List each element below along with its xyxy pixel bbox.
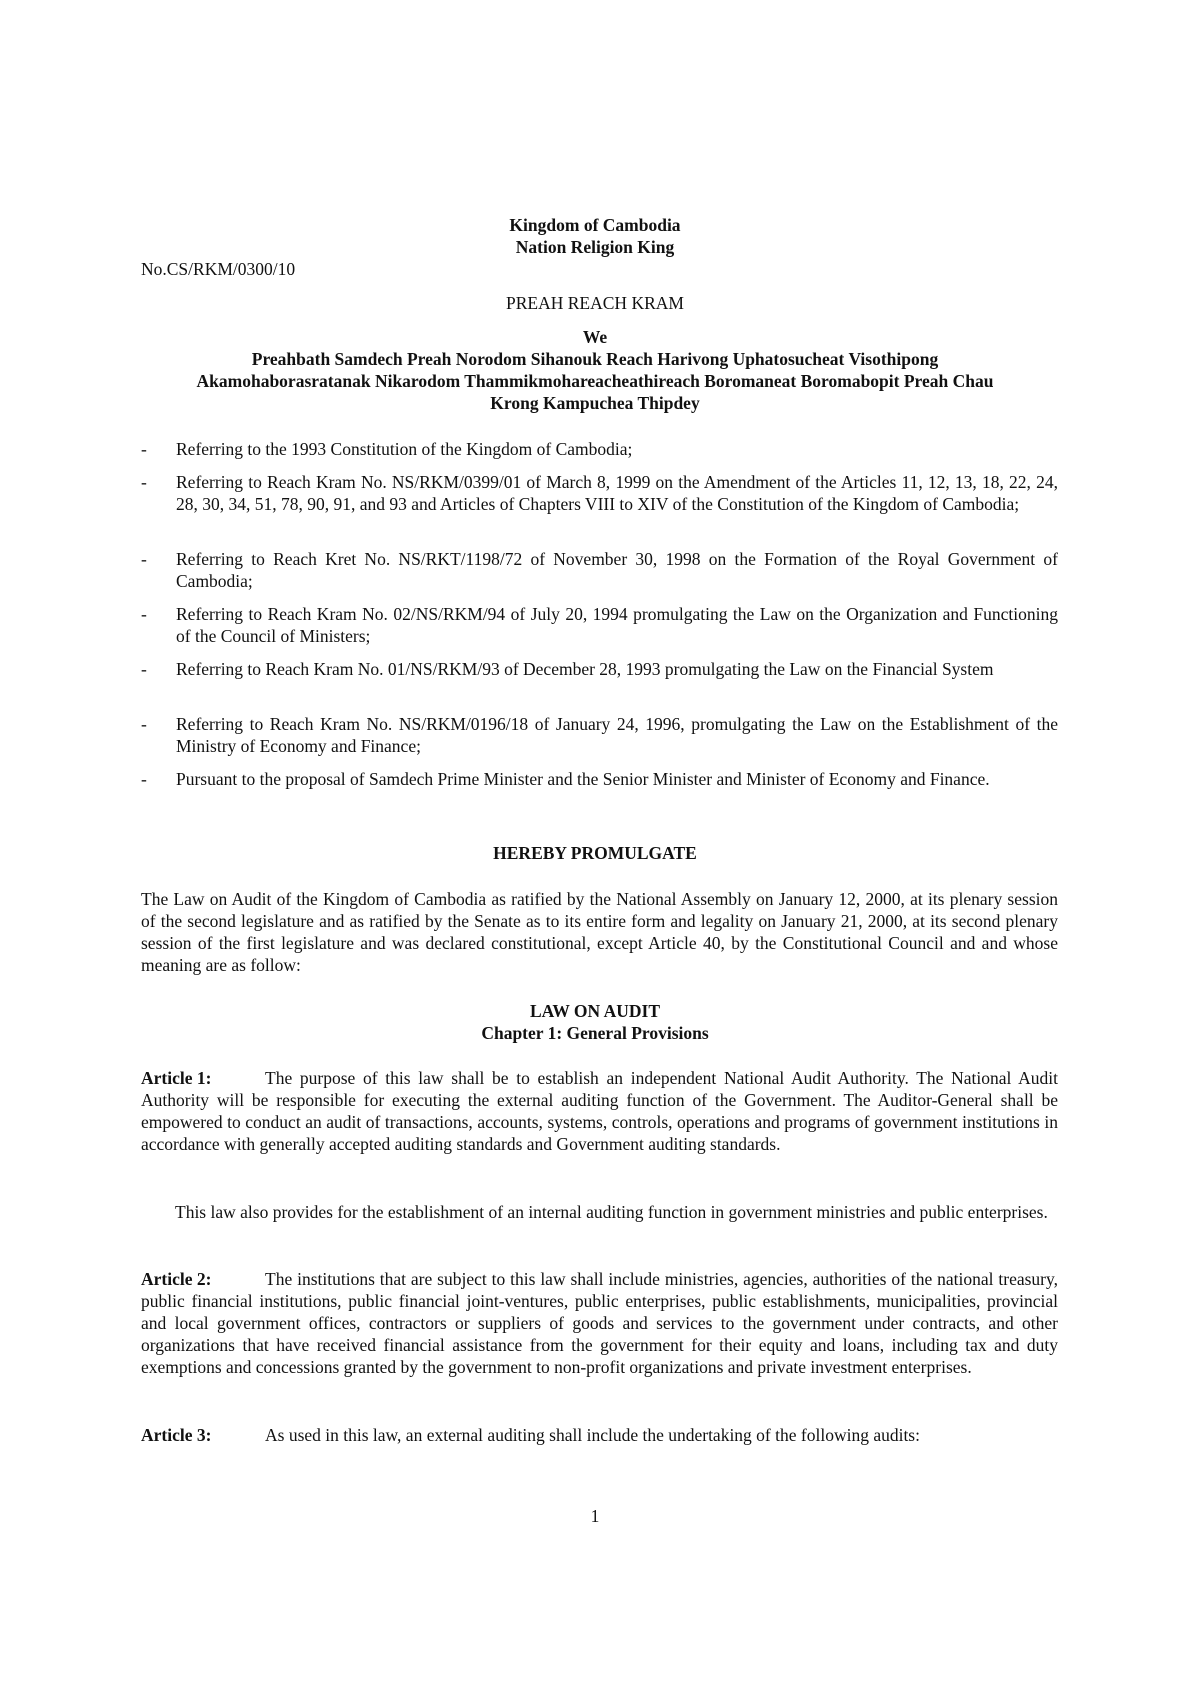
law-title: LAW ON AUDIT (530, 1001, 660, 1021)
king-title-line-1: Preahbath Samdech Preah Norodom Sihanouk Reach Harivong Uphatosucheat Visothipong (251, 349, 939, 369)
promulgate-text: The Law on Audit of the Kingdom of Cambodia as ratified by the National Assembly on January 12, 2000, at its plenary session of the second legislature and as ratified by the Senate as to its entire form and legality on January 21, 2000, at its second plenary session of the first legislature and was declared constitutional, except Article 40, by the Constitutional Council and and whose meaning are as follow: (141, 889, 1058, 975)
reference-text: Referring to Reach Kram No. 01/NS/RKM/93 of December 28, 1993 promulgating the Law on the Financial System (176, 659, 994, 679)
article-3 (141, 1424, 1058, 1446)
chapter-heading: Chapter 1: General Provisions (481, 1023, 709, 1043)
article-label: Article 2: (141, 1269, 212, 1289)
dash-bullet: - (141, 439, 147, 459)
king-title-line-2: Akamohaborasratanak Nikarodom Thammikmohareacheathireach Boromaneat Boromabopit Preah Chau (196, 371, 994, 391)
article-text: The institutions that are subject to this law shall include ministries, agencies, authorities of the national treasury, public financial institutions, public financial joint-ventures, public enterprises, public establishments, municipalities, provincial and local government offices, contractors or suppliers of goods and services to the government under contracts, and other organizations that have received financial assistance from the government for their equity and loans, including tax and duty exemptions and concessions granted by the government to non-profit organizations and private investment enterprises. (141, 1269, 1058, 1377)
we-heading: We (582, 327, 608, 347)
article-label: Article 1: (141, 1068, 212, 1088)
dash-bullet: - (141, 472, 147, 492)
article-label: Article 3: (141, 1425, 212, 1445)
dash-bullet: - (141, 769, 147, 789)
promulgate-heading: HEREBY PROMULGATE (493, 843, 697, 863)
dash-bullet: - (141, 659, 147, 679)
reference-text: Referring to Reach Kram No. NS/RKM/0196/18 of January 24, 1996, promulgating the Law on the Establishment of the Ministry of Economy and Finance; (176, 714, 1058, 756)
dash-bullet: - (141, 549, 147, 569)
kram-title: PREAH REACH KRAM (506, 293, 684, 313)
dash-bullet: - (141, 714, 147, 734)
reference-text: Referring to Reach Kret No. NS/RKT/1198/72 of November 30, 1998 on the Formation of the Royal Government of Cambodia; (176, 549, 1058, 591)
page-number: 1 (590, 1506, 600, 1526)
king-title-line-3: Krong Kampuchea Thipdey (490, 393, 700, 413)
article-text: As used in this law, an external auditing shall include the undertaking of the following audits: (265, 1425, 920, 1445)
dash-bullet: - (141, 604, 147, 624)
national-motto: Nation Religion King (515, 237, 675, 257)
reference-text: Referring to Reach Kram No. NS/RKM/0399/01 of March 8, 1999 on the Amendment of the Articles 11, 12, 13, 18, 22, 24, 28, 30, 34, 51, 78, 90, 91, and 93 and Articles of Chapters VIII to XIV of the Constitution of the Kingdom of Cambodia; (176, 472, 1058, 514)
reference-text: Pursuant to the proposal of Samdech Prime Minister and the Senior Minister and Minister of Economy and Finance. (176, 769, 990, 789)
reference-text: Referring to Reach Kram No. 02/NS/RKM/94 of July 20, 1994 promulgating the Law on the Organization and Functioning of the Council of Ministers; (176, 604, 1058, 646)
document-number: No.CS/RKM/0300/10 (141, 259, 296, 279)
country-heading: Kingdom of Cambodia (509, 215, 681, 235)
article-1-paragraph-2: This law also provides for the establishment of an internal auditing function in government ministries and public enterprises. (175, 1202, 1048, 1222)
reference-text: Referring to the 1993 Constitution of the Kingdom of Cambodia; (176, 439, 633, 459)
article-1 (141, 1067, 1058, 1155)
article-2 (141, 1268, 1058, 1378)
article-text: The purpose of this law shall be to establish an independent National Audit Authority. The National Audit Authority will be responsible for executing the external auditing function of the Government. The Auditor-General shall be empowered to conduct an audit of transactions, accounts, systems, controls, operations and programs of government institutions in accordance with generally accepted auditing standards and Government auditing standards. (141, 1068, 1058, 1154)
